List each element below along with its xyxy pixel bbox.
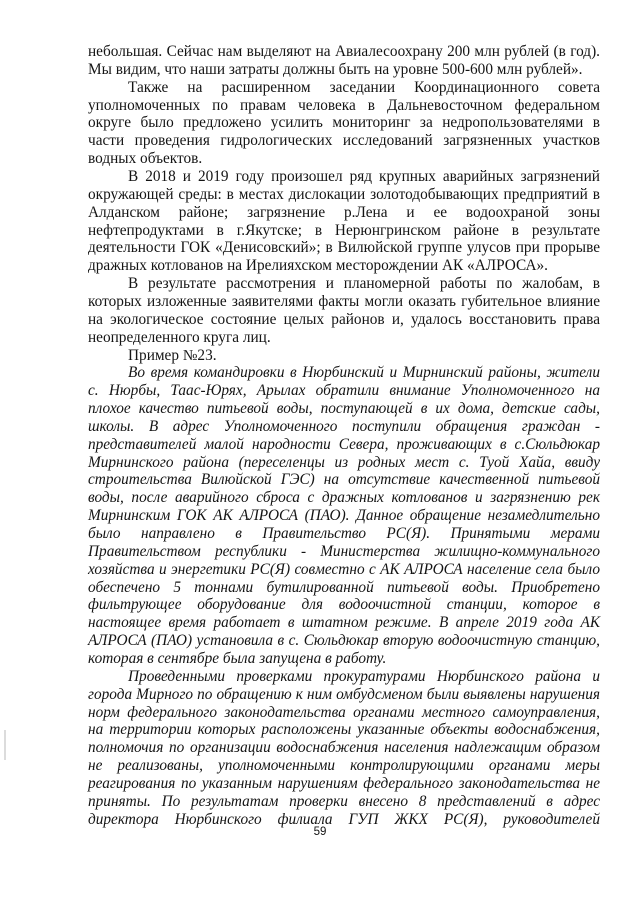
- text-line: строительства Вилюйской ГЭС) на отсутствие качественной питьевой: [88, 471, 600, 489]
- text-line: с. Нюрбы, Таас-Юрях, Арылах обратили внимание Уполномоченного на: [88, 382, 600, 400]
- text-line: Мы видим, что наши затраты должны быть на уровне 500-600 млн рублей».: [88, 60, 583, 78]
- text-line: округе было предложено усилить мониторинг за недропользователями в: [88, 114, 600, 132]
- text-line: плохое качество питьевой воды, поступающей в их дома, детские сады,: [88, 400, 600, 417]
- scan-artifact: [4, 730, 6, 760]
- text-line: на экологическое состояние целых районов и, удалось восстановить права: [88, 310, 600, 328]
- page-number: 59: [313, 826, 327, 838]
- text-line: было направлено в Правительство РС(Я). Принятыми мерами: [88, 525, 600, 542]
- text-line: школы. В адрес Уполномоченного поступили обращения граждан -: [88, 417, 600, 435]
- text-line: которая в сентябре была запущена в работу.: [88, 649, 387, 667]
- text-line: хозяйства и энергетики РС(Я) совместно с АК АЛРОСА население села было: [88, 560, 600, 578]
- text-line: В 2018 и 2019 году произошел ряд крупных аварийных загрязнений: [128, 168, 600, 185]
- text-line: воды, после аварийного сброса с дражных котлованов и загрязнению рек: [88, 489, 600, 507]
- text-line: части проведения гидрологических исследований загрязненных участков: [88, 132, 600, 150]
- text-line: города Мирного по обращению к ним омбудсменом были выявлены нарушения: [88, 685, 600, 703]
- text-line: небольшая. Сейчас нам выделяют на Авиалесоохрану 200 млн рублей (в год).: [88, 43, 600, 60]
- text-line: окружающей среды: в местах дислокации золотодобывающих предприятий в: [88, 185, 600, 203]
- text-line: которых изложенные заявителями факты могли оказать губительное влияние: [88, 292, 600, 310]
- text-line: директора Нюрбинского филиала ГУП ЖКХ РС(Я), руководителей: [88, 810, 600, 828]
- text-line: дражных котлованов на Ирелияхском месторождении АК «АЛРОСА».: [88, 257, 549, 275]
- text-line: на территории которых расположены указанные объекты водоснабжения,: [88, 721, 600, 739]
- text-line: нефтепродуктами в г.Якутске; в Нерюнгринском районе в результате: [88, 221, 600, 239]
- text-line: реагирования по указанным нарушениям федерального законодательства не: [88, 774, 600, 792]
- text-line: представителей малой народности Севера, проживающих в с.Сюльдюкар: [88, 435, 600, 453]
- text-line: уполномоченных по правам человека в Дальневосточном федеральном: [88, 96, 600, 114]
- text-line: В результате рассмотрения и планомерной работы по жалобам, в: [128, 275, 600, 293]
- text-line: норм федерального законодательства органами местного самоуправления,: [88, 703, 600, 721]
- text-line: обеспечено 5 тоннами бутилированной питьевой воды. Приобретено: [88, 578, 600, 596]
- text-line: Правительством республики - Министерства жилищно-коммунального: [88, 542, 600, 560]
- text-line: водных объектов.: [88, 150, 203, 168]
- text-line: фильтрующее оборудование для водоочистной станции, которое в: [88, 596, 600, 614]
- text-line: Также на расширенном заседании Координационного совета: [128, 78, 600, 96]
- text-line: Проведенными проверками прокуратурами Нюрбинского района и: [128, 667, 600, 685]
- text-line: АЛРОСА (ПАО) установила в с. Сюльдюкар вторую водоочистную станцию,: [88, 632, 600, 650]
- text-line: приняты. По результатам проверки внесено 8 представлений в адрес: [88, 792, 600, 810]
- text-line: Мирнинского района (переселенцы из родных мест с. Туой Хайа, ввиду: [88, 453, 600, 471]
- text-line: деятельности ГОК «Денисовский»; в Вилюйской группе улусов при прорыве: [88, 239, 600, 257]
- text-line: полномочия по организации водоснабжения населения надлежащим образом: [88, 739, 600, 757]
- text-line: Алданском районе; загрязнение р.Лена и ее водоохраной зоны: [88, 203, 600, 221]
- text-line: неопределенного круга лиц.: [88, 328, 271, 346]
- text-line: настоящее время работает в штатном режиме. В апреле 2019 года АК: [88, 614, 600, 632]
- text-line: Во время командировки в Нюрбинский и Мирнинский районы, жители: [128, 364, 600, 382]
- text-line: Пример №23.: [128, 346, 217, 364]
- text-line: Мирнинским ГОК АК АЛРОСА (ПАО). Данное обращение незамедлительно: [88, 507, 600, 525]
- text-line: не реализованы, уполномоченными контролирующими органами меры: [88, 757, 600, 774]
